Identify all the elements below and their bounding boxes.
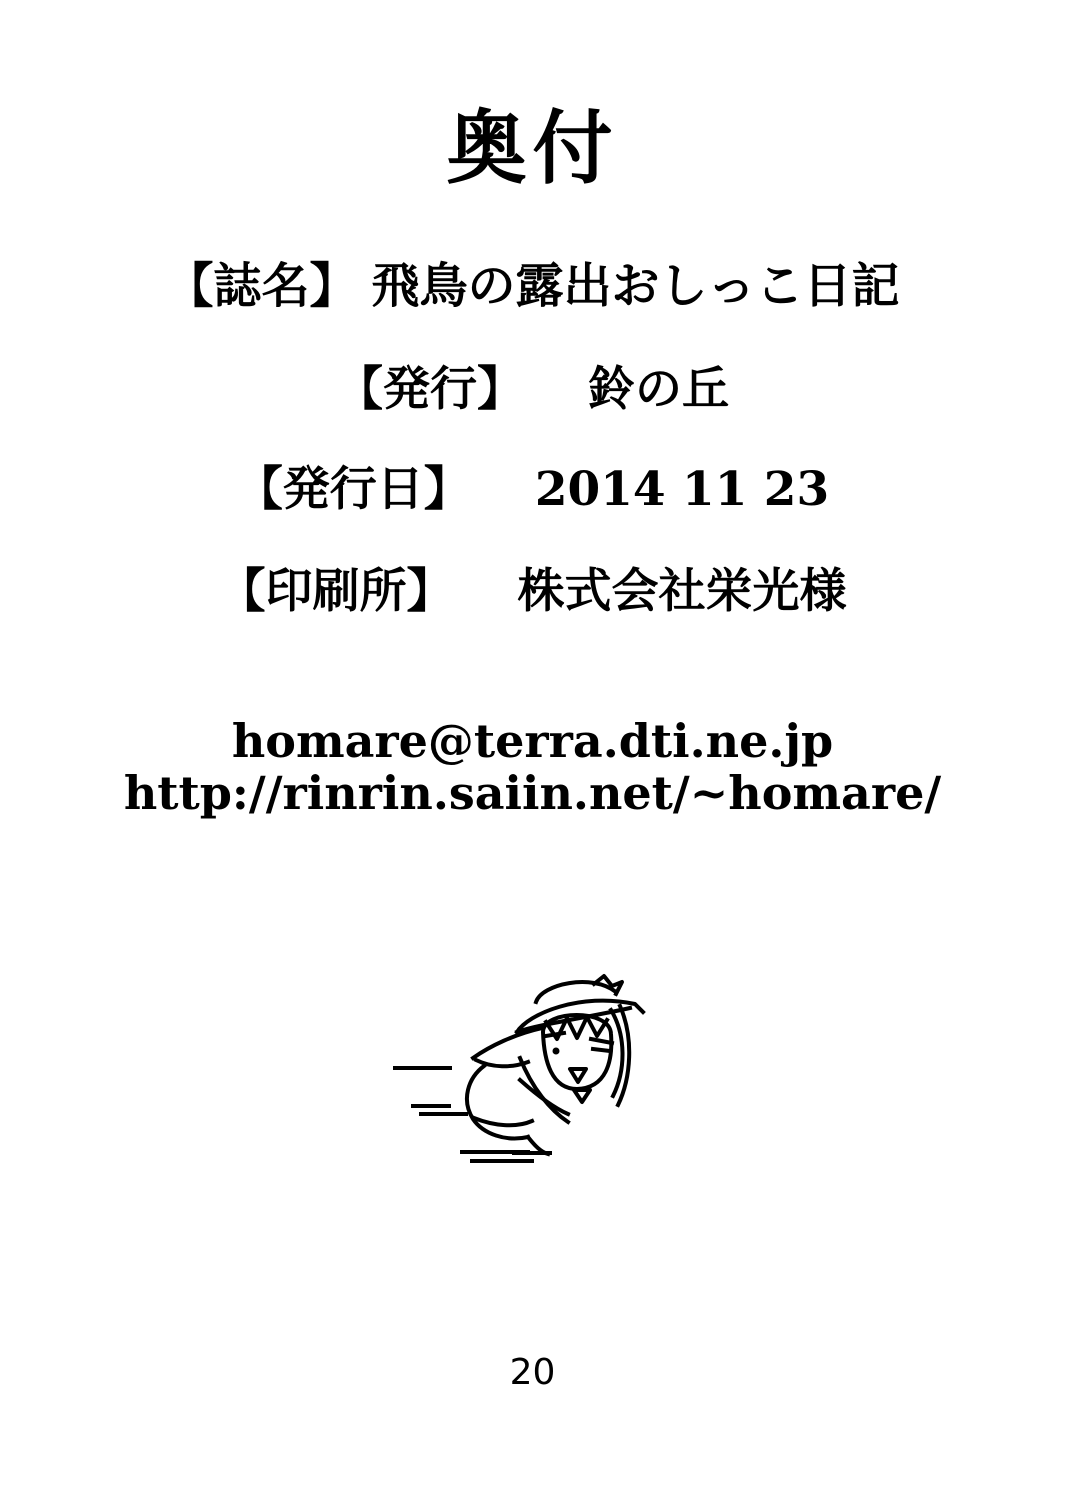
skirt-ruffle xyxy=(474,1118,532,1125)
body-outline xyxy=(467,1066,528,1138)
colophon-row-title xyxy=(0,258,1065,314)
right-eye-upper xyxy=(591,1039,612,1043)
contact-email: homare@terra.dti.ne.jp xyxy=(231,714,834,768)
colophon-label-title: 【誌名】 xyxy=(165,258,358,314)
chibi-girl-running-illustration xyxy=(280,940,740,1200)
left-eye xyxy=(553,1048,560,1055)
contact-url: http://rinrin.saiin.net/~homare/ xyxy=(123,765,942,820)
right-eye-lower xyxy=(593,1049,610,1051)
colophon-value-printer: 株式会社栄光様 xyxy=(517,564,847,619)
colophon-label-publish-date: 【発行日】 xyxy=(235,462,471,517)
colophon-label-publisher: 【発行】 xyxy=(336,362,524,417)
contact-block xyxy=(0,716,1065,819)
colophon-value-publisher: 鈴の丘 xyxy=(588,362,729,417)
colophon-row-printer xyxy=(0,564,1065,619)
hair-flow-left xyxy=(473,1028,542,1058)
mouth xyxy=(570,1069,586,1082)
colophon-value-title: 飛鳥の露出おしっこ日記 xyxy=(371,258,900,314)
colophon-label-printer: 【印刷所】 xyxy=(218,564,454,619)
colophon-row-publish-date xyxy=(0,462,1065,517)
colophon-value-publish-date: 2014 11 23 xyxy=(534,462,830,517)
page-number: 20 xyxy=(509,1352,556,1393)
chest-bow xyxy=(574,1090,590,1102)
colophon-row-publisher xyxy=(0,362,1065,417)
left-eyebrow xyxy=(546,1033,564,1036)
page-title: 奥付 xyxy=(446,101,619,195)
